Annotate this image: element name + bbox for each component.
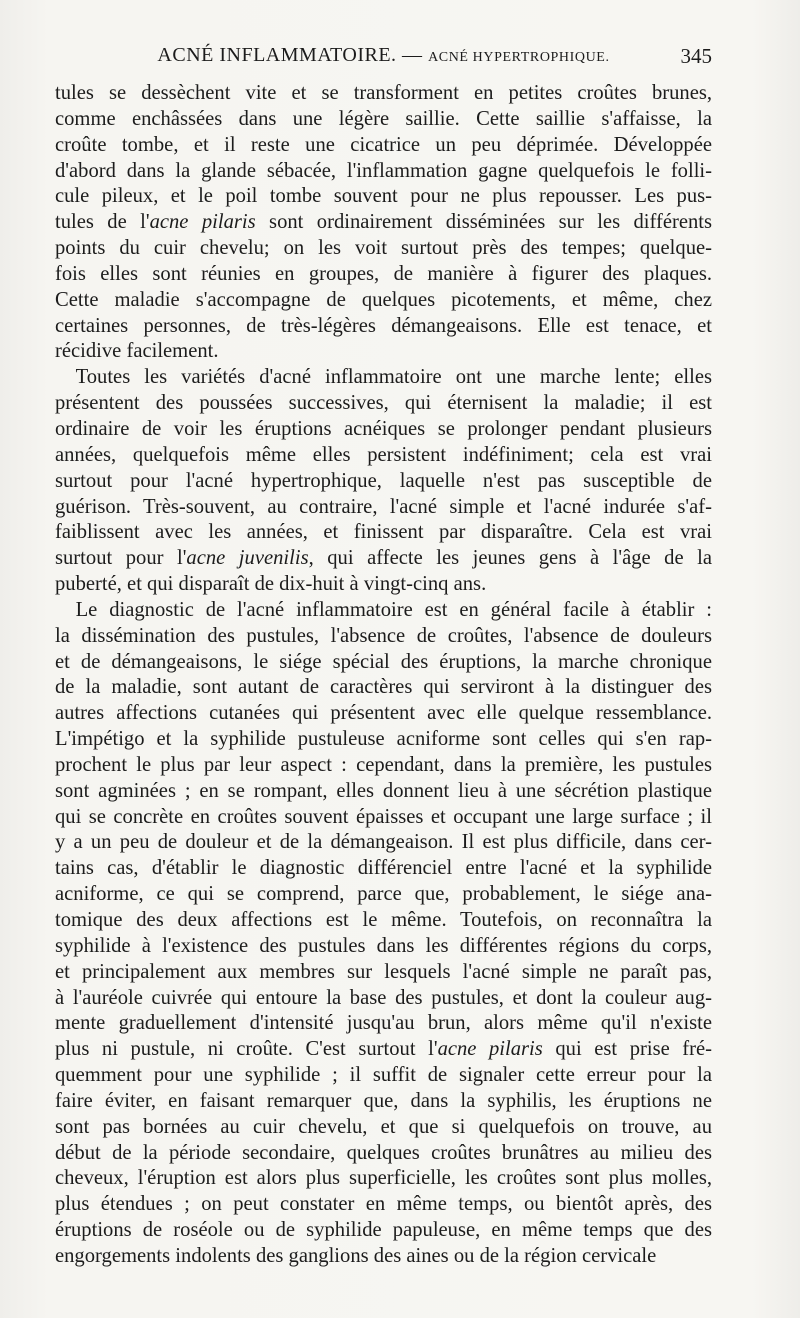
text-line [55,1089,712,1115]
text-segment: la dissémination des pustules, l'absence de croûtes, l'absence de douleurs [55,624,712,647]
text-line [55,133,712,159]
text-segment: surtout pour l'acné hypertrophique, laquelle n'est pas susceptible de [55,469,712,492]
text-line [55,701,712,727]
text-line [55,236,712,262]
text-line [55,262,712,288]
text-line [55,520,712,546]
text-segment: à l'auréole cuivrée qui entoure la base des pustules, et dont la couleur aug- [55,986,712,1009]
text-line [55,1244,712,1270]
text-segment: d'abord dans la glande sébacée, l'inflammation gagne quelquefois le folli- [55,159,712,182]
text-segment: croûte tombe, et il reste une cicatrice un peu déprimée. Développée [55,133,712,156]
text-line [55,417,712,443]
page-header [55,44,712,76]
text-segment: et principalement aux membres sur lesquels l'acné simple ne paraît pas, [55,960,712,983]
text-line [55,779,712,805]
text-line [55,288,712,314]
text-line [55,675,712,701]
text-segment: cule pileux, et le poil tombe souvent pour ne plus repousser. Les pus- [55,185,712,208]
text-line [55,314,712,340]
page-number: 345 [680,44,712,68]
text-line [55,908,712,934]
italic-term: acne pilaris [437,1038,543,1061]
text-segment: cheveux, l'éruption est alors plus superficielle, les croûtes sont plus molles, [55,1167,712,1190]
text-segment: tules se dessèchent vite et se transforment en petites croûtes brunes, [55,82,712,104]
text-line [55,495,712,521]
text-line [55,391,712,417]
text-line [55,1192,712,1218]
running-title-sub: ACNÉ HYPERTROPHIQUE. [428,50,610,65]
text-segment: éruptions de roséole ou de syphilide papuleuse, en même temps que des [55,1219,712,1242]
text-line [55,81,712,107]
body-text [55,81,712,1270]
text-segment: Toutes les variétés d'acné inflammatoire ont une marche lente; elles [55,366,712,389]
text-segment: récidive facilement. [55,340,219,363]
text-segment: et de démangeaisons, le siége spécial des éruptions, la marche chronique [55,650,712,673]
text-segment: début de la période secondaire, quelques croûtes brunâtres au milieu des [55,1141,712,1164]
text-segment: surtout pour l' [55,547,187,570]
text-segment: sont agminées ; en se rompant, elles donnent lieu à une sécrétion plastique [55,779,712,802]
text-segment: Le diagnostic de l'acné inflammatoire est en général facile à établir : [55,598,712,621]
text-segment: années, quelquefois même elles persistent indéfiniment; cela est vrai [55,443,712,466]
text-segment: ordinaire de voir les éruptions acnéiques se prolonger pendant plusieurs [55,417,712,440]
text-line [55,830,712,856]
text-line [55,1037,712,1063]
text-segment: autres affections cutanées qui présentent avec elle quelque ressemblance. [55,702,712,725]
text-segment: plus ni pustule, ni croûte. C'est surtout l' [55,1038,438,1061]
text-segment: mente graduellement d'intensité jusqu'au brun, alors même qu'il n'existe [55,1012,712,1035]
text-segment: y a un peu de douleur et de la démangeaison. Il est plus difficile, dans cer- [55,831,712,854]
text-segment: tomique des deux affections est le même. Toutefois, on reconnaîtra la [55,909,712,931]
italic-term: acne juvenilis [186,547,309,570]
text-segment: tains cas, d'établir le diagnostic différenciel entre l'acné et la syphilide [55,857,712,880]
text-segment: L'impétigo et la syphilide pustuleuse acniforme sont celles qui s'en rap- [55,728,712,751]
text-segment: faire éviter, en faisant remarquer que, dans la syphilis, les éruptions ne [55,1089,712,1112]
text-line [55,1141,712,1167]
running-title [55,44,712,67]
text-line [55,210,712,236]
running-title-main: ACNÉ INFLAMMATOIRE. — [157,44,429,66]
text-line [55,960,712,986]
text-segment: engorgements indolents des ganglions des aines ou de la région cervicale [55,1244,657,1267]
italic-term: acne pilaris [149,211,256,234]
text-line [55,1011,712,1037]
text-line [55,934,712,960]
text-line [55,1115,712,1141]
text-line [55,339,712,365]
text-line [55,882,712,908]
text-segment: fois elles sont réunies en groupes, de manière à figurer des plaques. [55,262,712,285]
text-segment: sont ordinairement disséminées sur les différents [255,211,713,234]
text-line [55,107,712,133]
text-segment: tules de l' [55,211,150,234]
text-line [55,856,712,882]
text-segment: qui est prise fré- [542,1038,713,1061]
text-line [55,727,712,753]
text-segment: certaines personnes, de très-légères démangeaisons. Elle est tenace, et [55,314,712,337]
text-line [55,1063,712,1089]
text-line [55,184,712,210]
text-segment: syphilide à l'existence des pustules dans les différentes régions du corps, [55,934,712,957]
text-line [55,598,712,624]
text-line [55,443,712,469]
text-line [55,624,712,650]
text-line [55,365,712,391]
text-line [55,159,712,185]
text-segment: plus étendues ; on peut constater en même temps, ou bientôt après, des [55,1193,712,1216]
text-line [55,572,712,598]
text-segment: présentent des poussées successives, qui éternisent la maladie; il est [55,392,712,415]
text-segment: sont pas bornées au cuir chevelu, et que si quelquefois on trouve, au [55,1115,712,1138]
text-line [55,986,712,1012]
text-segment: guérison. Très-souvent, au contraire, l'acné simple et l'acné indurée s'af- [55,495,712,518]
text-line [55,753,712,779]
text-line [55,1166,712,1192]
text-segment: prochent le plus par leur aspect : cependant, dans la première, les pustules [55,753,712,776]
text-segment: comme enchâssées dans une légère saillie. Cette saillie s'affaisse, la [55,107,712,130]
text-line [55,1218,712,1244]
text-segment: Cette maladie s'accompagne de quelques picotements, et même, chez [55,288,712,311]
text-line [55,469,712,495]
text-line [55,805,712,831]
text-segment: qui se concrète en croûtes souvent épaisses et occupant une large surface ; il [55,805,712,828]
text-line [55,650,712,676]
text-line [55,546,712,572]
text-segment: , qui affecte les jeunes gens à l'âge de la [308,547,712,570]
text-segment: acniforme, ce qui se comprend, parce que, probablement, le siége ana- [55,883,712,906]
text-segment: de la maladie, sont autant de caractères qui serviront à la distinguer des [55,676,712,699]
text-segment: quemment pour une syphilide ; il suffit de signaler cette erreur pour la [55,1064,712,1087]
text-segment: faiblissent avec les années, et finissent par disparaître. Cela est vrai [55,521,712,544]
text-segment: points du cuir chevelu; on les voit surtout près des tempes; quelque- [55,237,712,260]
text-segment: puberté, et qui disparaît de dix-huit à vingt-cinq ans. [55,573,487,596]
